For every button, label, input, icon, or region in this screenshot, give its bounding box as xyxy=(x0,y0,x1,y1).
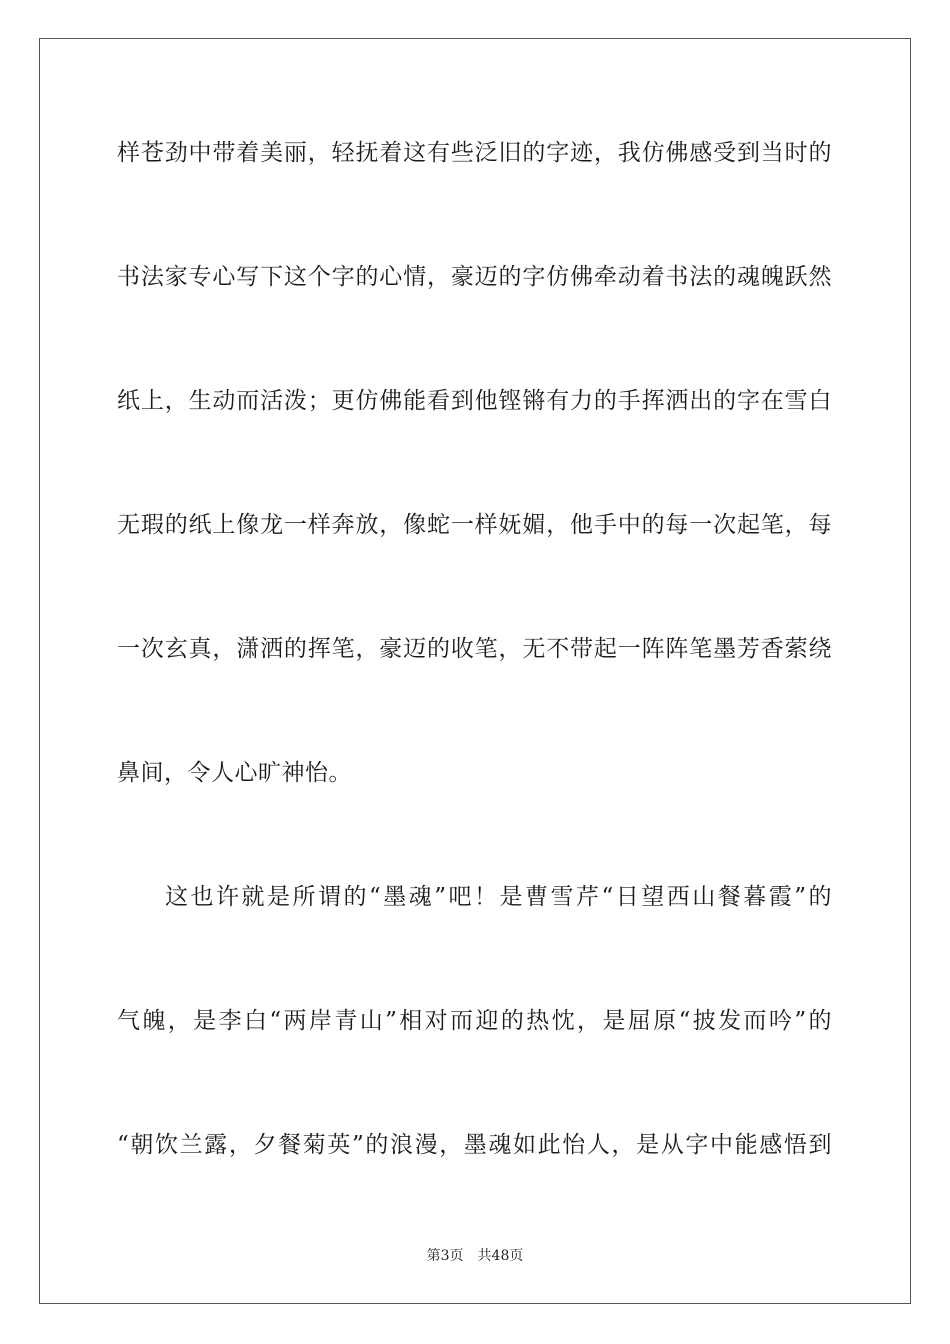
body-text-line: 鼻间，令人心旷神怡。 xyxy=(117,760,352,786)
page-number: 第3页 xyxy=(426,1248,464,1264)
body-text-line: 纸上，生动而活泼；更仿佛能看到他铿锵有力的手挥洒出的字在雪白 xyxy=(117,388,832,414)
page-border xyxy=(39,38,911,1304)
body-text-line: 无瑕的纸上像龙一样奔放，像蛇一样妩媚，他手中的每一次起笔，每 xyxy=(117,512,832,538)
body-text-line: 气魄，是李白“两岸青山”相对而迎的热忱，是屈原“披发而吟”的 xyxy=(117,1008,832,1034)
page-total: 共48页 xyxy=(477,1248,524,1264)
body-text-line: 样苍劲中带着美丽，轻抚着这有些泛旧的字迹，我仿佛感受到当时的 xyxy=(117,140,832,166)
paragraph-first-line: 这也许就是所谓的“墨魂”吧！是曹雪芹“日望西山餐暮霞”的 xyxy=(165,884,832,910)
page-footer xyxy=(0,1246,950,1266)
body-text-line: 书法家专心写下这个字的心情，豪迈的字仿佛牵动着书法的魂魄跃然 xyxy=(117,264,832,290)
body-text-line: 一次玄真，潇洒的挥笔，豪迈的收笔，无不带起一阵阵笔墨芳香萦绕 xyxy=(117,636,832,662)
body-text-line: “朝饮兰露，夕餐菊英”的浪漫，墨魂如此怡人，是从字中能感悟到 xyxy=(117,1132,832,1158)
